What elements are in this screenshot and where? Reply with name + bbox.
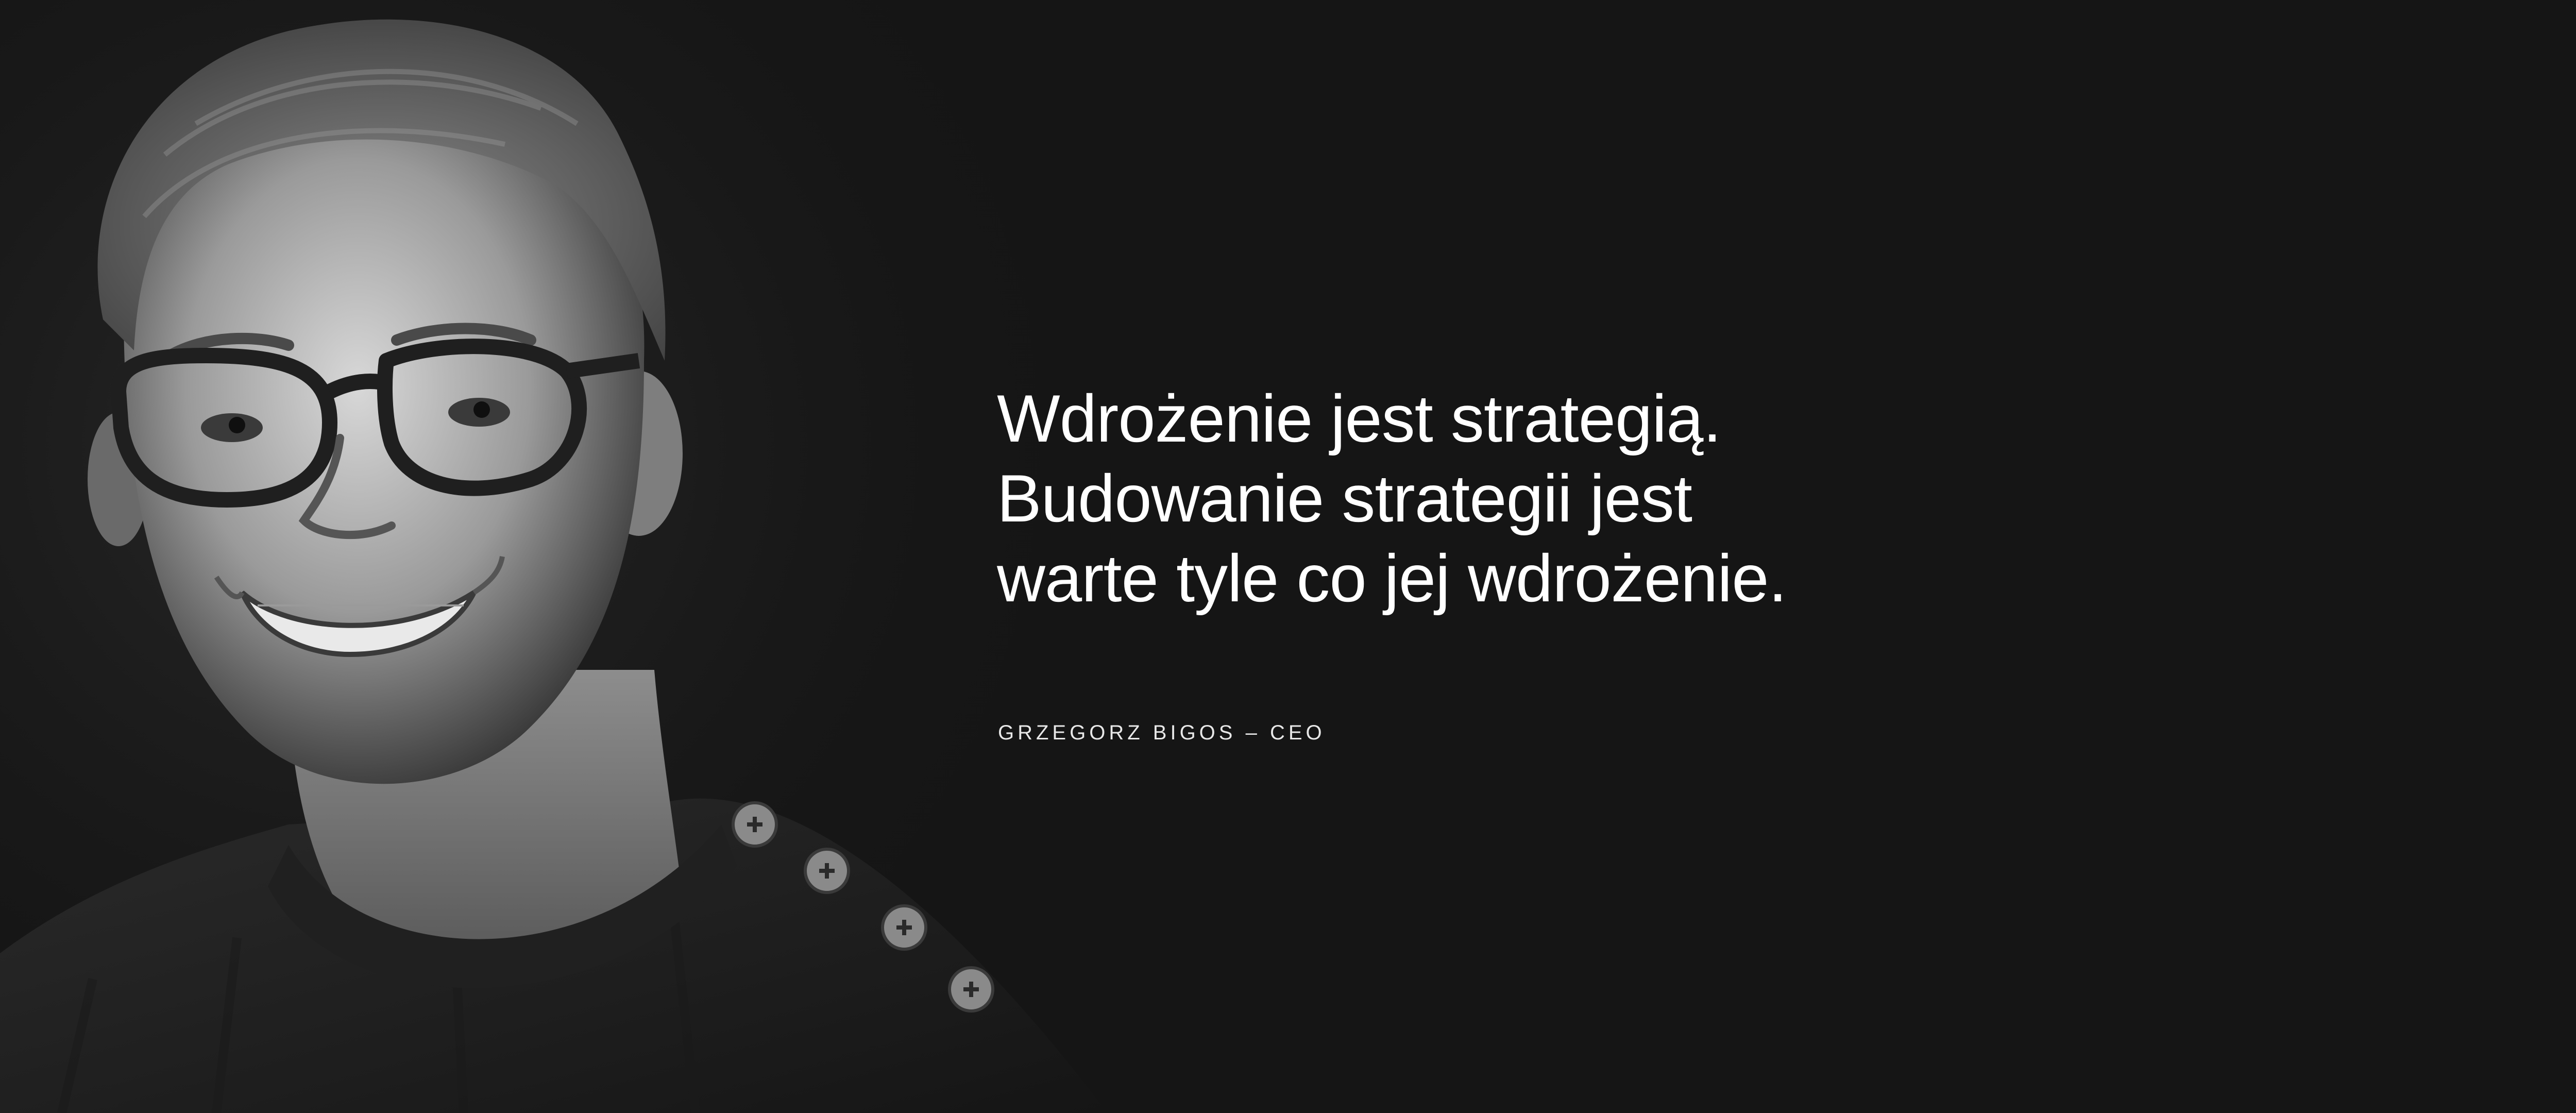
portrait-photo xyxy=(0,0,1133,1113)
quote-line-2: Budowanie strategii jest xyxy=(997,461,1692,536)
quote-attribution: GRZEGORZ BIGOS – CEO xyxy=(998,721,1326,744)
quote-text xyxy=(997,379,2233,618)
quote-line-3: warte tyle co jej wdrożenie. xyxy=(997,541,1787,616)
quote-line-1: Wdrożenie jest strategią. xyxy=(997,381,1721,456)
